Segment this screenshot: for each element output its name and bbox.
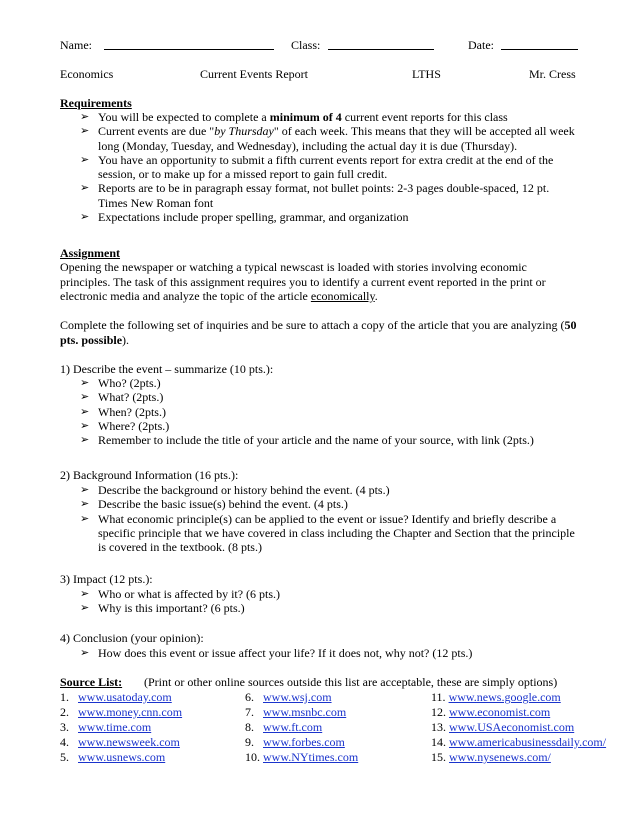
source-link[interactable]: www.ft.com [263, 720, 323, 734]
source-link[interactable]: www.usnews.com [78, 750, 166, 764]
arrowhead-bullet-icon: ➢ [80, 153, 90, 166]
source-item: 14. www.americabusinessdaily.com/ [431, 735, 607, 749]
list-item: ➢ How does this event or issue affect your life? If it does not, why not? (12 pts.) [80, 646, 473, 660]
requirements-list [60, 110, 580, 224]
name-label: Name: [60, 38, 92, 52]
section-2-title: 2) Background Information (16 pts.): [60, 468, 239, 482]
list-item: ➢ Describe the basic issue(s) behind the event. (4 pts.) [80, 497, 348, 512]
list-item: ➢ You have an opportunity to submit a fifth current events report for extra credit at the end of the session, or to make up for a missed report to gain full credit. [80, 152, 554, 182]
source-item: 3. www.time.com [60, 720, 152, 734]
list-item: ➢ Where? (2pts.) [80, 418, 170, 433]
arrowhead-bullet-icon: ➢ [80, 484, 90, 496]
source-item: 9. www.forbes.com [245, 735, 345, 749]
source-link[interactable]: www.newsweek.com [78, 735, 180, 749]
arrowhead-bullet-icon: ➢ [80, 377, 90, 389]
source-list-note: (Print or other online sources outside this list are acceptable, these are simply options) [144, 675, 558, 689]
teacher-text: Mr. Cress [529, 67, 576, 81]
section-3-list [60, 587, 580, 616]
arrowhead-bullet-icon: ➢ [80, 434, 90, 447]
requirements-heading: Requirements [60, 96, 132, 110]
section-4-title: 4) Conclusion (your opinion): [60, 631, 204, 645]
source-link[interactable]: www.economist.com [449, 705, 551, 719]
source-link[interactable]: www.wsj.com [263, 690, 332, 704]
source-item: 12. www.economist.com [431, 705, 551, 719]
arrowhead-bullet-icon: ➢ [80, 405, 90, 418]
arrowhead-bullet-icon: ➢ [80, 498, 90, 511]
list-item: ➢ Who or what is affected by it? (6 pts.) [80, 587, 281, 601]
arrowhead-bullet-icon: ➢ [80, 125, 90, 138]
source-link[interactable]: www.USAeconomist.com [449, 720, 575, 734]
arrowhead-bullet-icon: ➢ [80, 211, 90, 224]
section-2-list [60, 483, 580, 554]
arrowhead-bullet-icon: ➢ [80, 419, 90, 432]
list-item: ➢ Reports are to be in paragraph essay format, not bullet points: 2-3 pages double-spaced, 12 pt. Times New Roman font [80, 181, 550, 210]
arrowhead-bullet-icon: ➢ [80, 647, 90, 659]
source-link[interactable]: www.news.google.com [448, 690, 561, 704]
list-item: ➢ You will be expected to complete a minimum of 4 current event reports for this class [80, 110, 508, 124]
arrowhead-bullet-icon: ➢ [80, 602, 90, 615]
class-field-line[interactable] [328, 49, 434, 50]
source-link[interactable]: www.nysenews.com/ [449, 750, 551, 764]
source-item: 1. www.usatoday.com [60, 690, 172, 704]
subject-text: Economics [60, 67, 114, 81]
name-field-line[interactable] [104, 49, 274, 50]
source-item: 4. www.newsweek.com [60, 735, 180, 749]
arrowhead-bullet-icon: ➢ [80, 588, 90, 600]
source-list-heading: Source List: [60, 675, 123, 689]
arrowhead-bullet-icon: ➢ [80, 111, 90, 123]
list-item: ➢ Remember to include the title of your article and the name of your source, with link (2pts.) [80, 433, 534, 448]
source-item: 13. www.USAeconomist.com [431, 720, 575, 734]
arrowhead-bullet-icon: ➢ [80, 512, 90, 525]
list-item: ➢ Who? (2pts.) [80, 376, 161, 390]
section-1-list [60, 376, 580, 447]
list-item: ➢ When? (2pts.) [80, 404, 166, 419]
date-field-line[interactable] [501, 49, 578, 50]
assignment-heading: Assignment [60, 246, 121, 260]
report-title: Current Events Report [200, 67, 308, 81]
list-item: ➢ What economic principle(s) can be applied to the event or issue? Identify and briefly describe a specific principle that we have covered in class including the Chapter and Section that the principle is covered in the textbook. (8 pts.) [80, 511, 575, 555]
school-text: LTHS [412, 67, 441, 81]
section-4-list [60, 646, 580, 660]
class-label: Class: [291, 38, 321, 52]
list-item: ➢ Expectations include proper spelling, grammar, and organization [80, 210, 409, 225]
arrowhead-bullet-icon: ➢ [80, 182, 90, 195]
list-item: ➢ Why is this important? (6 pts.) [80, 601, 245, 616]
source-item: 6. www.wsj.com [245, 690, 332, 704]
instructions-paragraph: Complete the following set of inquiries and be sure to attach a copy of the article that you are analyzing (50 pts. possible). [60, 318, 577, 347]
source-item: 7. www.msnbc.com [245, 705, 347, 719]
source-link[interactable]: www.usatoday.com [78, 690, 172, 704]
source-item: 15. www.nysenews.com/ [431, 750, 551, 764]
date-label: Date: [468, 38, 494, 52]
source-link[interactable]: www.msnbc.com [263, 705, 347, 719]
source-item: 11. www.news.google.com [431, 690, 561, 704]
list-item: ➢ Current events are due "by Thursday" of each week. This means that they will be accepted all week long (Monday, Tuesday, and Wednesday), including the actual day it is due (Thursday). [80, 124, 575, 153]
source-item: 10. www.NYtimes.com [245, 750, 359, 764]
assignment-paragraph: Opening the newspaper or watching a typical newscast is loaded with stories involving economic principles. The task of this assignment requires you to identify a current event reported in the print or electronic media and analyze the topic of the article economically. [60, 260, 546, 303]
section-3-title: 3) Impact (12 pts.): [60, 572, 153, 586]
source-link[interactable]: www.money.cnn.com [78, 705, 183, 719]
source-link[interactable]: www.americabusinessdaily.com/ [449, 735, 607, 749]
source-item: 2. www.money.cnn.com [60, 705, 183, 719]
list-item: ➢ Describe the background or history behind the event. (4 pts.) [80, 483, 390, 497]
source-link[interactable]: www.time.com [78, 720, 152, 734]
arrowhead-bullet-icon: ➢ [80, 391, 90, 404]
list-item: ➢ What? (2pts.) [80, 390, 164, 405]
source-item: 8. www.ft.com [245, 720, 323, 734]
source-link[interactable]: www.forbes.com [263, 735, 345, 749]
source-item: 5. www.usnews.com [60, 750, 166, 764]
source-link[interactable]: www.NYtimes.com [263, 750, 359, 764]
section-1-title: 1) Describe the event – summarize (10 pts.): [60, 362, 274, 376]
